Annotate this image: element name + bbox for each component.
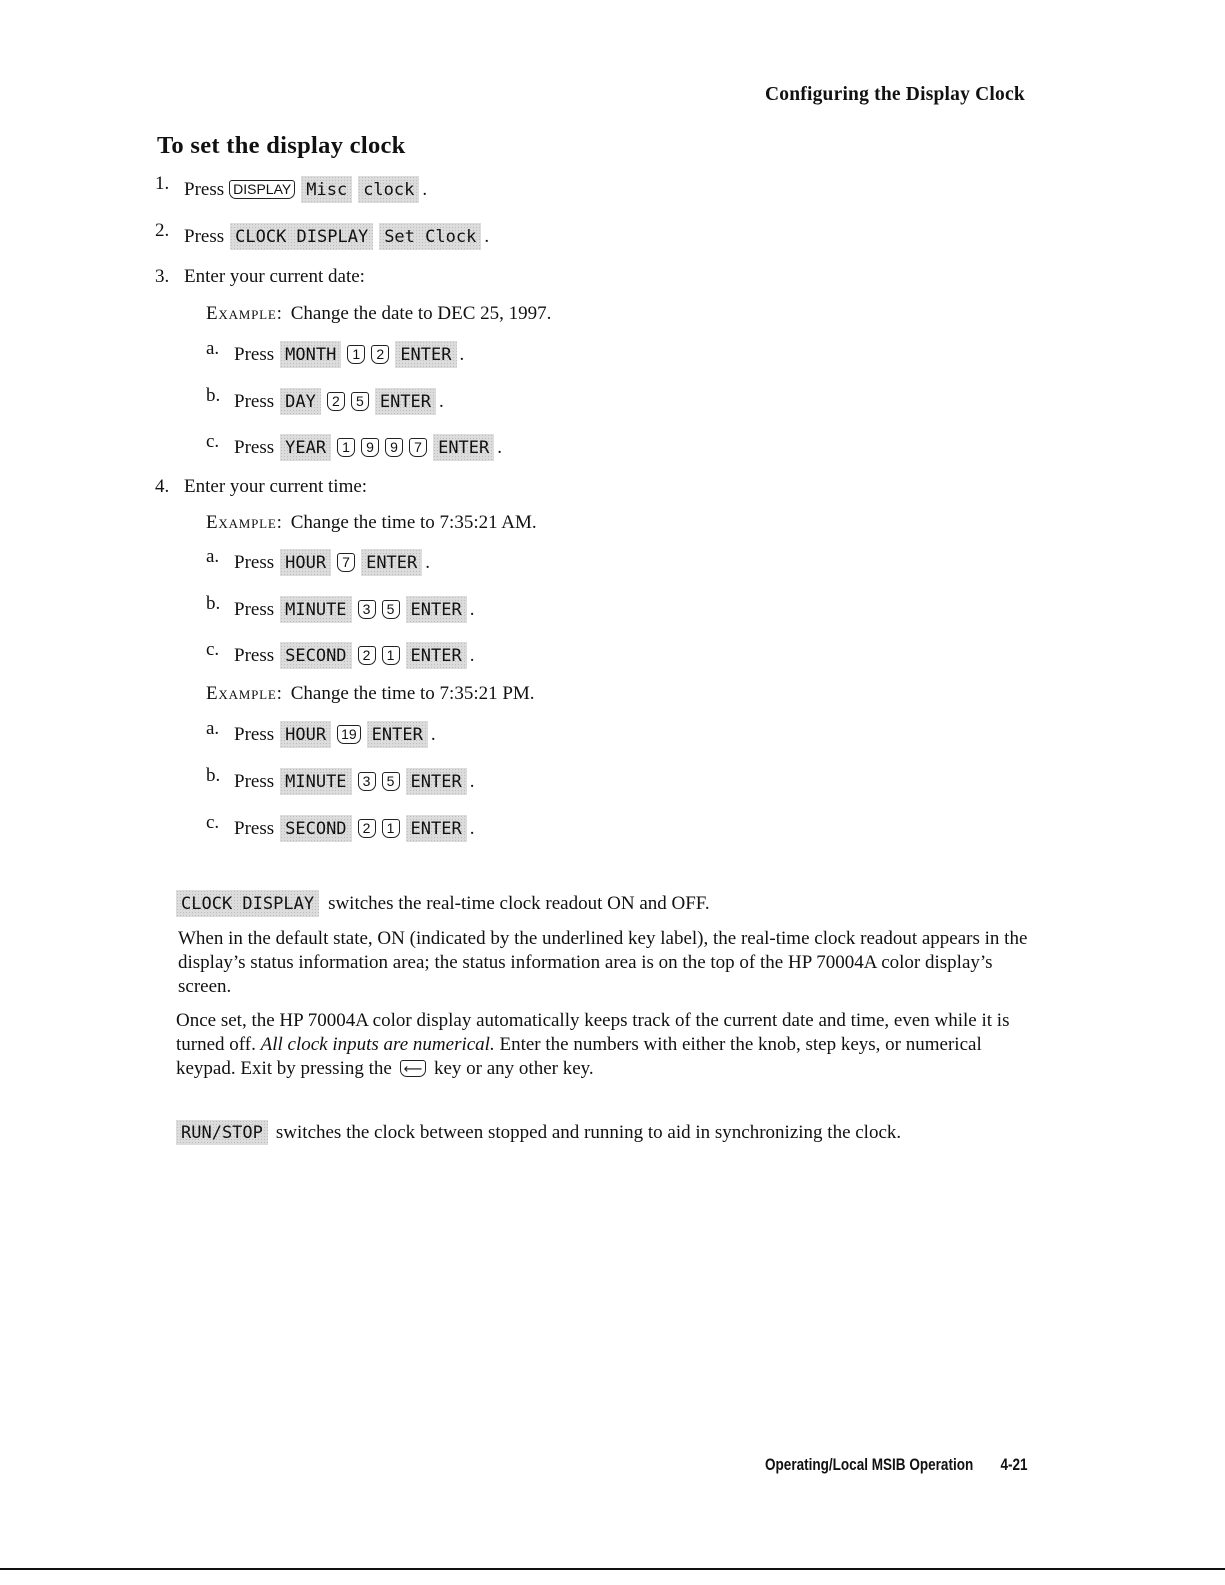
substep-letter: a. — [206, 337, 220, 359]
misc-softkey[interactable]: Misc — [301, 176, 352, 203]
hour-softkey[interactable]: HOUR — [280, 549, 331, 576]
step-text: Enter your current date: — [184, 266, 365, 287]
substep-letter: c. — [206, 811, 220, 833]
clock-display-description — [176, 890, 710, 917]
time-am-step-b: b. Press MINUTE 3 5 ENTER . — [206, 596, 474, 623]
section-title: To set the display clock — [157, 132, 406, 159]
example-text: Change the date to DEC 25, 1997. — [290, 303, 552, 324]
second-softkey[interactable]: SECOND — [280, 642, 351, 669]
hour-softkey[interactable]: HOUR — [280, 721, 331, 748]
minute-softkey[interactable]: MINUTE — [280, 768, 351, 795]
substep-letter: b. — [206, 384, 221, 406]
set-clock-softkey[interactable]: Set Clock — [379, 223, 481, 250]
footer-section: Operating/Local MSIB Operation — [765, 1456, 974, 1474]
para-text: Enter the numbers with either the knob, step keys, or numerical keypad. Exit by pressing the — [176, 1034, 982, 1079]
day-softkey[interactable]: DAY — [280, 388, 321, 415]
press-label: Press — [234, 436, 275, 458]
second-softkey[interactable]: SECOND — [280, 815, 351, 842]
para-text: key or any other key. — [433, 1058, 594, 1079]
digit-key[interactable]: 2 — [371, 345, 389, 364]
digit-key[interactable]: 19 — [337, 725, 361, 744]
time-pm-example — [206, 683, 535, 705]
enter-softkey[interactable]: ENTER — [367, 721, 428, 748]
step-4 — [155, 476, 367, 498]
example-label: Example: — [206, 303, 283, 324]
default-state-paragraph: When in the default state, ON (indicated by the underlined key label), the real-time clock readout appears in the display’s status information area; the status information area is on the top of the HP 70004A color display’s screen. — [178, 928, 1028, 997]
minute-softkey[interactable]: MINUTE — [280, 596, 351, 623]
digit-key[interactable]: 7 — [409, 438, 427, 457]
step-2: 2. Press CLOCK DISPLAY Set Clock . — [155, 223, 489, 250]
run-stop-paragraph — [176, 1121, 1036, 1145]
digit-key[interactable]: 1 — [347, 345, 365, 364]
press-label: Press — [184, 178, 225, 200]
page-footer — [765, 1456, 1028, 1475]
enter-softkey[interactable]: ENTER — [433, 434, 494, 461]
date-step-c: c. Press YEAR 1 9 9 7 ENTER . — [206, 434, 502, 461]
press-label: Press — [234, 770, 275, 792]
digit-key[interactable]: 9 — [385, 438, 403, 457]
digit-key[interactable]: 2 — [358, 819, 376, 838]
press-label: Press — [184, 225, 225, 247]
para-italic-text: All clock inputs are numerical. — [260, 1034, 495, 1055]
substep-letter: b. — [206, 592, 221, 614]
clock-display-softkey[interactable]: CLOCK DISPLAY — [230, 223, 373, 250]
clock-softkey[interactable]: clock — [358, 176, 419, 203]
digit-key[interactable]: 3 — [358, 600, 376, 619]
step-number: 1. — [155, 172, 170, 194]
press-label: Press — [234, 598, 275, 620]
time-pm-step-a: a. Press HOUR 19 ENTER . — [206, 721, 436, 748]
example-label: Example: — [206, 683, 283, 704]
bottom-rule — [0, 1568, 1225, 1570]
month-softkey[interactable]: MONTH — [280, 341, 341, 368]
time-pm-step-b: b. Press MINUTE 3 5 ENTER . — [206, 768, 474, 795]
date-step-b: b. Press DAY 2 5 ENTER . — [206, 388, 444, 415]
step-number: 3. — [155, 266, 170, 287]
time-am-step-c: c. Press SECOND 2 1 ENTER . — [206, 642, 474, 669]
enter-softkey[interactable]: ENTER — [406, 642, 467, 669]
press-label: Press — [234, 644, 275, 666]
digit-key[interactable]: 2 — [327, 392, 345, 411]
step-number: 2. — [155, 219, 170, 241]
run-stop-text: switches the clock between stopped and running to aid in synchronizing the clock. — [275, 1122, 902, 1143]
press-label: Press — [234, 723, 275, 745]
press-label: Press — [234, 817, 275, 839]
press-label: Press — [234, 390, 275, 412]
year-softkey[interactable]: YEAR — [280, 434, 331, 461]
enter-softkey[interactable]: ENTER — [406, 596, 467, 623]
page-number: 4-21 — [1000, 1456, 1028, 1474]
enter-softkey[interactable]: ENTER — [395, 341, 456, 368]
enter-softkey[interactable]: ENTER — [375, 388, 436, 415]
step-number: 4. — [155, 476, 170, 497]
substep-letter: c. — [206, 430, 220, 452]
substep-letter: a. — [206, 717, 220, 739]
press-label: Press — [234, 343, 275, 365]
digit-key[interactable]: 1 — [382, 819, 400, 838]
step-3 — [155, 266, 365, 288]
clock-display-softkey[interactable]: CLOCK DISPLAY — [176, 890, 319, 917]
step-text: Enter your current time: — [184, 476, 368, 497]
substep-letter: a. — [206, 545, 220, 567]
date-example — [206, 303, 551, 325]
example-text: Change the time to 7:35:21 AM. — [290, 512, 537, 533]
display-hardkey[interactable]: DISPLAY — [229, 180, 295, 199]
digit-key[interactable]: 1 — [337, 438, 355, 457]
date-step-a: a. Press MONTH 1 2 ENTER . — [206, 341, 464, 368]
running-header: Configuring the Display Clock — [765, 84, 1025, 105]
example-text: Change the time to 7:35:21 PM. — [290, 683, 535, 704]
digit-key[interactable]: 3 — [358, 772, 376, 791]
run-stop-softkey[interactable]: RUN/STOP — [176, 1120, 268, 1145]
digit-key[interactable]: 5 — [382, 600, 400, 619]
press-label: Press — [234, 551, 275, 573]
substep-letter: c. — [206, 638, 220, 660]
clock-display-text: switches the real-time clock readout ON and OFF. — [328, 892, 710, 914]
time-am-example — [206, 512, 537, 534]
backspace-arrow-icon[interactable]: ⟵ — [400, 1060, 427, 1077]
enter-softkey[interactable]: ENTER — [406, 815, 467, 842]
para-text: Once set, the HP 70004A color display automatically keeps track of the current date and time, even while it is turned off. — [176, 1010, 1010, 1055]
once-set-paragraph — [176, 1009, 1046, 1081]
digit-key[interactable]: 1 — [382, 646, 400, 665]
digit-key[interactable]: 7 — [337, 553, 355, 572]
digit-key[interactable]: 9 — [361, 438, 379, 457]
enter-softkey[interactable]: ENTER — [406, 768, 467, 795]
example-label: Example: — [206, 512, 283, 533]
substep-letter: b. — [206, 764, 221, 786]
time-pm-step-c: c. Press SECOND 2 1 ENTER . — [206, 815, 474, 842]
time-am-step-a: a. Press HOUR 7 ENTER . — [206, 549, 430, 576]
digit-key[interactable]: 5 — [382, 772, 400, 791]
enter-softkey[interactable]: ENTER — [361, 549, 422, 576]
digit-key[interactable]: 5 — [351, 392, 369, 411]
step-1: 1. Press DISPLAY Misc clock . — [155, 176, 427, 203]
digit-key[interactable]: 2 — [358, 646, 376, 665]
